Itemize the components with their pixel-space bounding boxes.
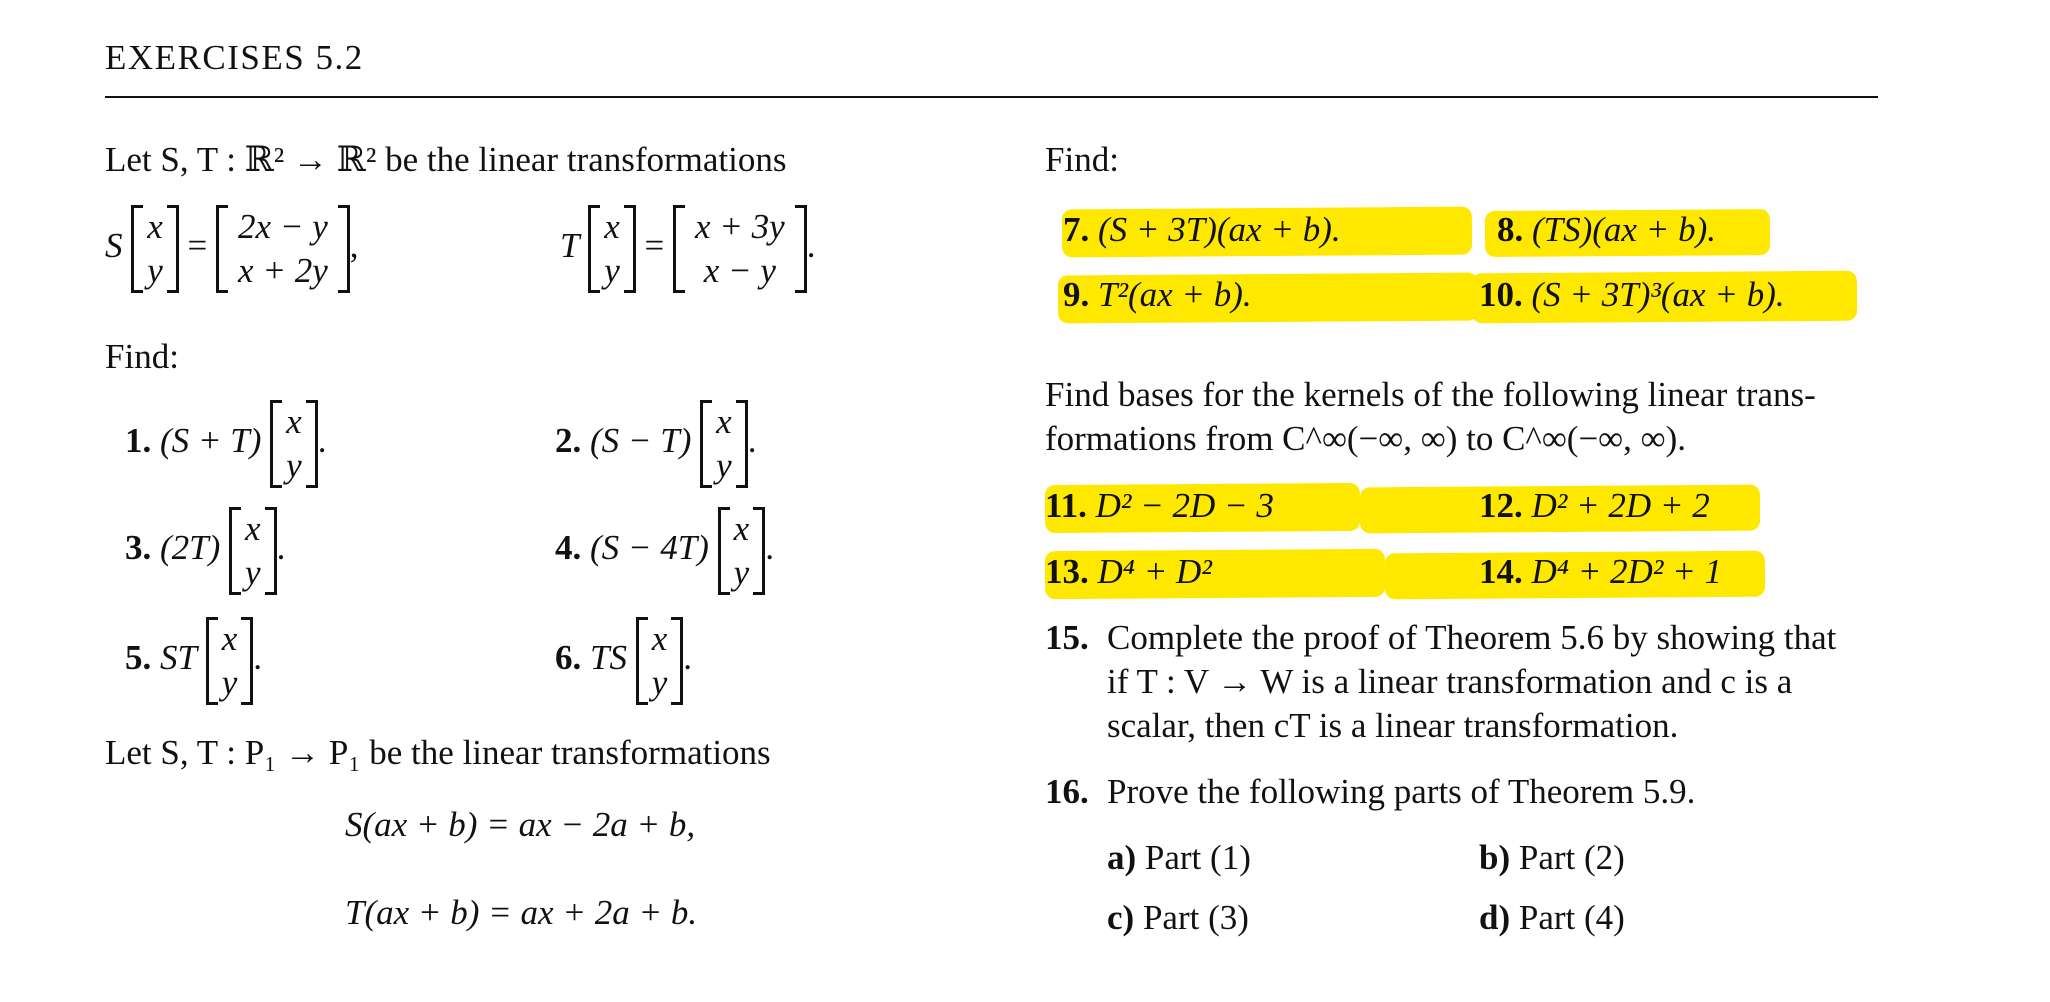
def-S: S x y = 2x − y x + 2y , (105, 205, 358, 293)
exercise-11-num: 11. (1045, 486, 1087, 525)
def-S-name: S (105, 225, 123, 265)
exercise-8-num: 8. (1497, 210, 1524, 249)
part-b-label: b) (1479, 838, 1511, 877)
part-d-text: Part (4) (1518, 898, 1625, 937)
exercise-15-num: 15. (1045, 618, 1089, 657)
part-c-text: Part (3) (1142, 898, 1249, 937)
exercise-12-expr: D² + 2D + 2 (1531, 486, 1710, 525)
exercise-7-expr: (S + 3T)(ax + b). (1098, 210, 1341, 249)
def-S-input-vector (131, 205, 179, 293)
equation-T: T(ax + b) = ax + 2a + b. (345, 893, 698, 932)
exercise-1: 1. (S + T) x y . (125, 400, 326, 488)
vec-top: x (245, 509, 261, 548)
kernels-intro-line-1: Find bases for the kernels of the following linear trans- (1045, 375, 1816, 414)
vec-top: x (651, 619, 668, 658)
part-d (1479, 898, 1625, 938)
exercise-11 (1045, 486, 1274, 526)
vec-top: x (716, 402, 732, 441)
part-a-label: a) (1107, 838, 1137, 877)
exercise-2-expr: (S − T) (590, 420, 692, 460)
exercise-13-expr: D⁴ + D² (1097, 552, 1212, 591)
part-b-text: Part (2) (1518, 838, 1625, 877)
exercise-7 (1063, 210, 1341, 250)
vec-top: x (221, 619, 238, 658)
intro-p1-text: Let S, T : P₁ → P₁ be the linear transformations (105, 733, 771, 772)
part-b (1479, 838, 1625, 878)
kernels-intro-line-2: formations from C^∞(−∞, ∞) to C^∞(−∞, ∞). (1045, 419, 1686, 458)
exercise-9-num: 9. (1063, 275, 1090, 314)
exercise-2-num: 2. (555, 420, 582, 460)
exercise-14-num: 14. (1479, 552, 1523, 591)
exercise-1-num: 1. (125, 420, 152, 460)
def-T-name: T (560, 225, 580, 265)
exercise-15-line-3: scalar, then cT is a linear transformation. (1107, 706, 1679, 745)
exercise-12-num: 12. (1479, 486, 1523, 525)
def-S-sep: , (349, 225, 359, 265)
exercise-8 (1497, 210, 1716, 250)
exercise-7-num: 7. (1063, 210, 1090, 249)
vec-top: x (286, 402, 302, 441)
exercise-16-text: Prove the following parts of Theorem 5.9. (1107, 772, 1696, 811)
vec-bottom: y (716, 445, 732, 485)
def-S-output-vector (216, 205, 350, 293)
exercise-4-num: 4. (555, 527, 582, 567)
part-d-label: d) (1479, 898, 1511, 937)
exercise-14-expr: D⁴ + 2D² + 1 (1531, 552, 1722, 591)
vec-bottom: y (651, 662, 668, 702)
exercise-3-num: 3. (125, 527, 152, 567)
exercise-5-num: 5. (125, 637, 152, 677)
exercise-8-expr: (TS)(ax + b). (1532, 210, 1716, 249)
def-T-sep: . (806, 225, 816, 265)
exercise-11-expr: D² − 2D − 3 (1095, 486, 1274, 525)
part-c (1107, 898, 1249, 938)
exercise-6-num: 6. (555, 637, 582, 677)
vec-bottom: y (733, 552, 750, 592)
vec-bottom: y (245, 552, 261, 592)
exercise-15-line-2: if T : V → W is a linear transformation and c is a (1107, 662, 1793, 701)
vec-bottom: y (286, 445, 302, 485)
exercise-6: 6. TS x y . (555, 617, 692, 705)
exercise-3-expr: (2T) (160, 527, 221, 567)
def-T-input-vector (588, 205, 636, 293)
exercise-14 (1479, 552, 1722, 592)
exercise-4-expr: (S − 4T) (590, 527, 709, 567)
def-T-in-bottom: y (604, 250, 620, 290)
heading-rule (105, 96, 1878, 98)
exercise-5-expr: ST (160, 637, 197, 677)
section-heading: EXERCISES 5.2 (105, 38, 364, 77)
exercise-13-num: 13. (1045, 552, 1089, 591)
equation-S: S(ax + b) = ax − 2a + b, (345, 805, 696, 844)
find-label-right: Find: (1045, 140, 1119, 179)
exercise-16-num: 16. (1045, 772, 1089, 811)
def-T-output-vector (673, 205, 807, 293)
exercise-2: 2. (S − T) x y . (555, 400, 756, 488)
exercise-10-expr: (S + 3T)³(ax + b). (1531, 275, 1785, 314)
exercise-6-expr: TS (590, 637, 627, 677)
exercise-4: 4. (S − 4T) x y . (555, 507, 774, 595)
exercise-3: 3. (2T) x y . (125, 507, 285, 595)
def-S-in-top: x (147, 207, 163, 246)
part-a (1107, 838, 1251, 878)
find-label-left: Find: (105, 337, 179, 376)
exercise-9-expr: T²(ax + b). (1098, 275, 1252, 314)
vec-bottom: y (221, 662, 238, 702)
part-c-label: c) (1107, 898, 1135, 937)
exercise-1-expr: (S + T) (160, 420, 262, 460)
exercise-13 (1045, 552, 1212, 592)
exercise-15-line-1: Complete the proof of Theorem 5.6 by showing that (1107, 618, 1837, 657)
exercise-10-num: 10. (1479, 275, 1523, 314)
exercise-12 (1479, 486, 1710, 526)
part-a-text: Part (1) (1144, 838, 1251, 877)
def-S-out-bottom: x + 2y (238, 250, 328, 290)
exercise-5: 5. ST x y . (125, 617, 262, 705)
def-S-out-top: 2x − y (238, 207, 328, 246)
def-T-in-top: x (604, 207, 620, 246)
def-T-out-top: x + 3y (695, 207, 785, 246)
exercise-9 (1063, 275, 1252, 315)
intro-r2-text: Let S, T : ℝ² → ℝ² be the linear transformations (105, 140, 787, 179)
vec-top: x (733, 509, 750, 548)
exercise-10 (1479, 275, 1785, 315)
def-T-out-bottom: x − y (703, 250, 776, 290)
def-S-in-bottom: y (147, 250, 163, 290)
def-T: T x y = x + 3y x − y . (560, 205, 815, 293)
